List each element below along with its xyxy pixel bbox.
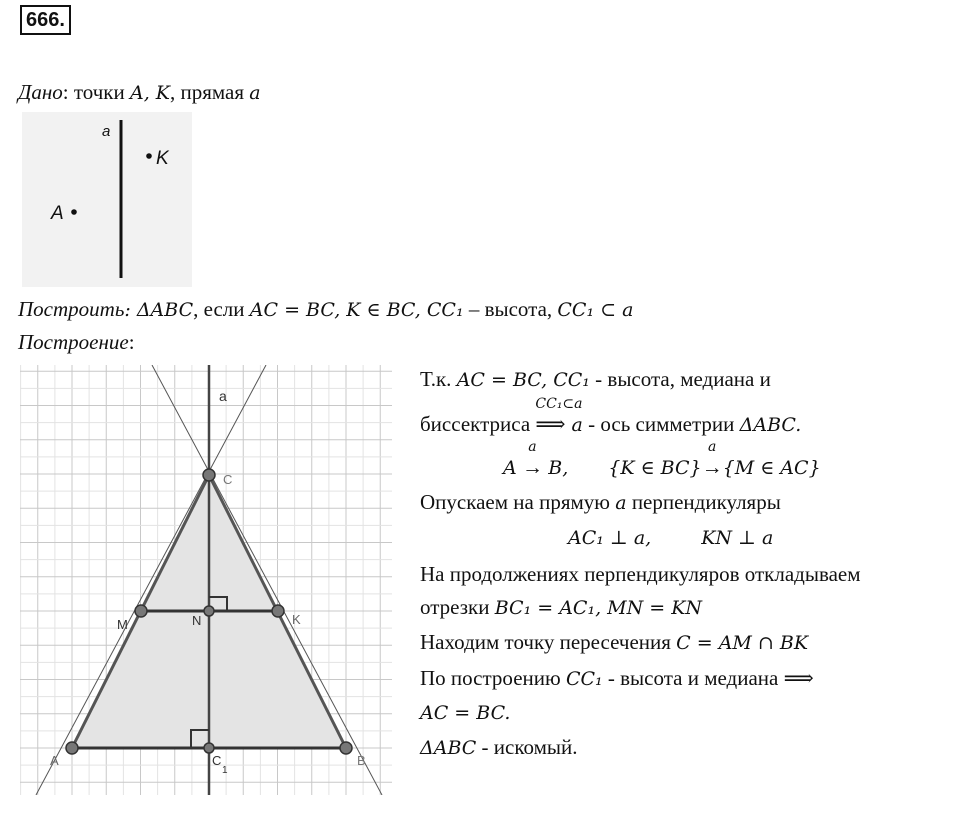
fig1-line-label: a <box>102 123 111 140</box>
given-figure <box>22 112 192 287</box>
sol-l3-c: {K ∈ BC} <box>608 457 702 479</box>
sol-l4-c: перпендикуляры <box>626 490 781 514</box>
fig1-point-k: K <box>156 148 169 169</box>
sol-l2-over: CC₁⊂a <box>535 396 583 412</box>
fig1-point-a: A <box>51 203 64 224</box>
label-n: N <box>192 613 202 628</box>
given-text: : точки <box>62 80 130 104</box>
given-line-name: a <box>249 82 261 104</box>
label-k: K <box>292 612 301 627</box>
point-a <box>66 742 78 754</box>
sol-l11-a: ΔABC <box>420 737 477 759</box>
label-b: B <box>357 753 366 768</box>
label-c: C <box>223 472 233 487</box>
construct-text-b: , если <box>193 297 250 321</box>
solution-line-3 <box>503 439 821 480</box>
construction-colon: : <box>128 330 135 354</box>
solution-line-8 <box>420 630 808 655</box>
construction-figure <box>20 365 392 795</box>
solution-line-10 <box>420 700 510 725</box>
construct-cond2: CC₁ ⊂ a <box>557 299 634 321</box>
sol-l3-b: B, <box>548 457 569 479</box>
given-line-text: , прямая <box>169 80 250 104</box>
sol-l7-a: отрезки <box>420 595 495 619</box>
sol-l3-over2: a <box>707 439 717 455</box>
sol-l9-a: По построению <box>420 666 566 690</box>
label-a-point: A <box>50 753 59 768</box>
construct-label: Построить <box>18 297 125 321</box>
sol-l8-a: Находим точку пересечения <box>420 630 677 654</box>
sol-l10: AC = BC. <box>420 702 511 724</box>
construction-label: Построение <box>18 330 129 354</box>
point-k <box>272 605 284 617</box>
sol-l3-a: A <box>503 457 517 479</box>
solution-line-5 <box>568 525 773 550</box>
sol-l3-over: a <box>528 439 537 455</box>
sol-l3-arrow2: → <box>701 455 723 479</box>
sol-l11-b: - искомый. <box>476 735 578 759</box>
sol-l2-c: - ось симметрии <box>582 412 740 436</box>
solution-line-4 <box>420 490 781 515</box>
solution-line-7 <box>420 595 702 620</box>
solution-line-2 <box>420 396 802 437</box>
sol-l2-a: биссектриса <box>420 412 536 436</box>
sol-l3-arrow: → <box>521 455 543 479</box>
sol-l2-b: a <box>565 414 583 436</box>
point-m <box>135 605 147 617</box>
given-label: Дано <box>18 80 63 104</box>
solution-line-6: На продолжениях перпендикуляров откладываем <box>420 562 861 586</box>
problem-number: 666. <box>20 5 71 35</box>
point-c1 <box>204 743 214 753</box>
construct-triangle: : ΔABC <box>124 299 194 321</box>
sol-l7-b: BC₁ = AC₁, MN = KN <box>494 597 703 619</box>
sol-l2-arrow: ⟹ <box>535 412 566 436</box>
construct-line <box>18 297 633 322</box>
point-c <box>203 469 215 481</box>
sol-l4-b: a <box>615 492 627 514</box>
sol-l9-b: CC₁ <box>565 668 603 690</box>
label-a-line: a <box>219 388 227 404</box>
sol-l5-a: AC₁ ⊥ a, <box>568 527 652 549</box>
point-n <box>204 606 214 616</box>
construct-text-c: – высота, <box>463 297 558 321</box>
sol-l9-c: - высота и медиана ⟹ <box>602 666 814 690</box>
solution-line-11 <box>420 735 577 760</box>
sol-l5-b: KN ⊥ a <box>701 527 774 549</box>
sol-l1-b: AC = BC, CC₁ <box>456 369 590 391</box>
sol-l1-a: Т.к. <box>420 367 457 391</box>
given-points: A, K <box>129 82 170 104</box>
solution-line-9 <box>420 666 814 691</box>
given-line <box>18 80 261 105</box>
construct-cond: AC = BC, K ∈ BC, CC₁ <box>249 299 464 321</box>
sol-l8-b: C = AM ∩ BK <box>676 632 809 654</box>
point-b <box>340 742 352 754</box>
label-c1-sub: 1 <box>222 765 228 776</box>
sol-l2-d: ΔABC. <box>739 414 802 436</box>
sol-l1-c: - высота, медиана и <box>589 367 771 391</box>
sol-l4-a: Опускаем на прямую <box>420 490 616 514</box>
sol-l3-d: {M ∈ AC} <box>722 457 821 479</box>
solution-line-1 <box>420 367 771 392</box>
label-m: M <box>117 617 128 632</box>
label-c1: C <box>212 753 222 768</box>
construction-heading <box>18 330 135 355</box>
